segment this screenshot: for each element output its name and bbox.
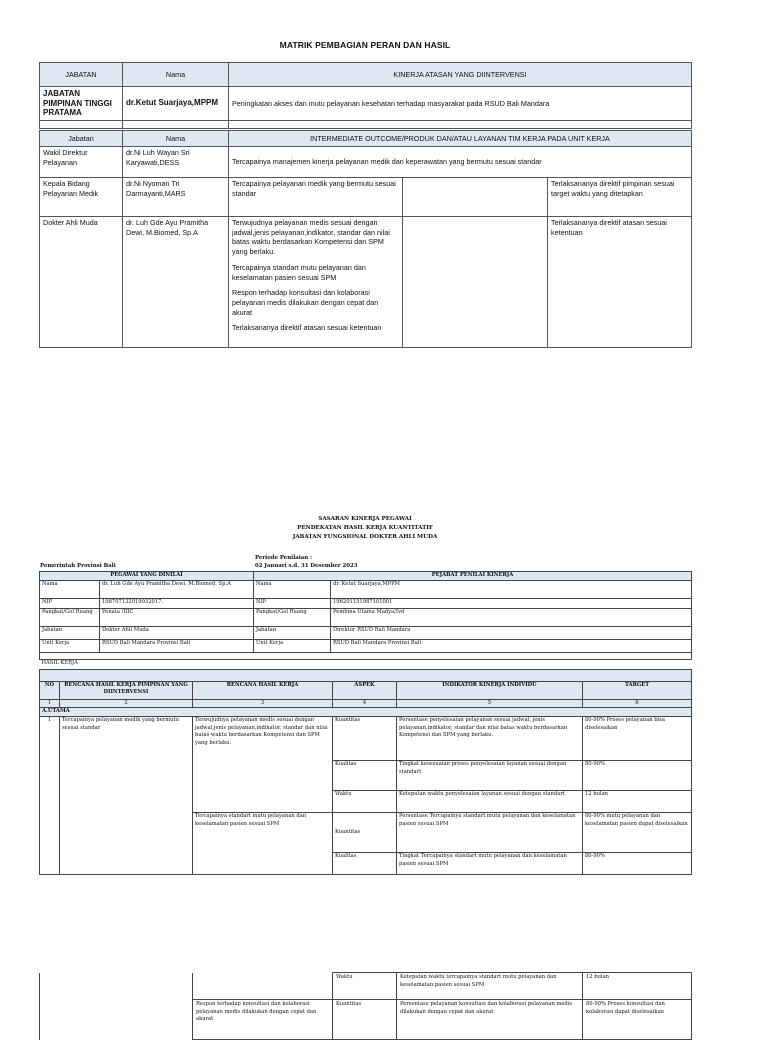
target-cell: 80-90% Proses pelayanan bisa diselesaikan xyxy=(583,717,692,761)
value-nip-pegawai: 198707132019032017. xyxy=(100,598,254,608)
aspek-cell: Kualitas xyxy=(333,761,397,791)
cell-outcome-kabid-b: Terlaksananya direktif pimpinan sesuai target waktu yang ditetapkan xyxy=(548,178,692,217)
hasil-kerja-label: HASIL KERJA xyxy=(40,660,692,669)
col-header-rhk: RENCANA HASIL KERJA xyxy=(193,681,333,699)
indikator-cell: Persentase pelayanan konsultasi dan kolaborasi pelayanan medis dilakukan dengan cepat dan akurat xyxy=(397,1000,583,1040)
label-unit-kerja-pejabat: Unit Kerja xyxy=(254,639,331,652)
document-title: MATRIK PEMBAGIAN PERAN DAN HASIL xyxy=(279,40,451,50)
col-header-indikator: INDIKATOR KINERJA INDIVIDU xyxy=(397,681,583,699)
value-pangkat-pegawai: Penata /IIIC xyxy=(100,608,254,626)
item-rhk-pimpinan: Tercapainya pelayanan medik yang bermutu sesuai standar xyxy=(60,717,193,875)
outcome-item: Terwujudnya pelayanan medis sesuai dengan jadwal,jenis pelayanan,indikator, standar dan nilai batas waktu berdasarkan Kompetensi dan SPM yang berlaku. xyxy=(232,218,390,257)
outcome-item: Tercapainya standart mutu pelayanan dan keselamatan pasien sesuai SPM xyxy=(232,262,366,282)
value-nama-pegawai: dr. Luh Gde Ayu Pramitha Dewi, M.Biomed, Sp.A xyxy=(100,580,254,598)
cell-outcome-wadir: Tercapainya manajemen kinerja pelayanan medik dan keperawatan yang bermutu sesuai standar xyxy=(229,147,692,178)
value-unit-kerja-pejabat: RSUD Bali Mandara Provinsi Bali xyxy=(331,639,692,652)
instansi: Pemerintah Provinsi Bali xyxy=(40,563,116,569)
aspek-cell: Waktu xyxy=(333,973,397,1000)
cell-jabatan-dokter: Dokter Ahli Muda xyxy=(40,217,123,348)
pegawai-dinilai-header: PEGAWAI YANG DINILAI xyxy=(40,572,254,581)
target-cell: 80-90% Proses konsultasi dan kolaborasi dapat diselesaikan xyxy=(583,1000,692,1040)
value-nama-pejabat: dr. Ketut Suarjaya,MPPM xyxy=(331,580,692,598)
target-cell: 80-90% mutu pelayanan dan keselamatan pasien dapat diselesaikan xyxy=(583,813,692,853)
skp-subtitle: PENDEKATAN HASIL KERJA KUANTITATIF xyxy=(297,525,433,531)
col-num-6: 6 xyxy=(583,699,692,708)
aspek-cell: Kuantitas xyxy=(333,717,397,761)
label-nip-pejabat: NIP xyxy=(254,598,331,608)
header-jabatan: JABATAN xyxy=(40,63,123,87)
indikator-cell: Tingkat Tercapainya standart mutu pelayanan dan keselamatan pasien sesuai SPM xyxy=(397,853,583,875)
col-num-2: 2 xyxy=(60,699,193,708)
pejabat-penilai-header: PEJABAT PENILAI KINERJA xyxy=(254,572,692,581)
cell-outcome-dokter-a xyxy=(229,217,403,348)
label-pangkat: Pangkat/Gol Ruang xyxy=(40,608,100,626)
item-rhk-3: Respon terhadap konsultasi dan kolaborasi pelayanan medis dilakukan dengan cepat dan akurat xyxy=(193,1000,333,1040)
value-pangkat-pejabat: Pembina Utama Madya/Ivd xyxy=(331,608,692,626)
value-jabatan-pejabat: Direktur RSUD Bali Mandara xyxy=(331,626,692,639)
periode-value: 02 Januari s.d. 31 Desember 2023 xyxy=(255,563,358,569)
indikator-cell: Persentase Tercapainya standart mutu pelayanan dan keselamatan pasien sesuai SPM xyxy=(397,813,583,853)
col-num-3: 3 xyxy=(193,699,333,708)
cell-jabatan-jpt: JABATAN PIMPINAN TINGGI PRATAMA xyxy=(40,87,123,121)
section-utama: A.UTAMA xyxy=(40,708,692,717)
header-intermediate-outcome: INTERMEDIATE OUTCOME/PRODUK DAN/ATAU LAYANAN TIM KERJA PADA UNIT KERJA xyxy=(229,131,692,147)
matrix-top-table xyxy=(39,62,692,129)
col-header-aspek: ASPEK xyxy=(333,681,397,699)
cell-jabatan-wadir: Wakil Direktur Pelayanan xyxy=(40,147,123,178)
indikator-cell: Ketepatan waktu tercapainya standart mutu pelayanan dan keselamatan pasien sesuai SPM xyxy=(397,973,583,1000)
outcome-item: Respon terhadap konsultasi dan kolaborasi pelayanan medis dilakukan dengan cepat dan akurat xyxy=(232,288,379,317)
header-nama: Nama xyxy=(123,63,229,87)
col-num-1: 1 xyxy=(40,699,60,708)
aspek-cell: Kualitas xyxy=(333,853,397,875)
label-nama: Nama xyxy=(40,580,100,598)
target-cell: 80-90% xyxy=(583,761,692,791)
label-jabatan-pejabat: Jabatan xyxy=(254,626,331,639)
indikator-cell: Tingkat kesesuaian proses penyelesaian layanan sesuai dengan standart xyxy=(397,761,583,791)
target-cell: 80-90% xyxy=(583,853,692,875)
header-kinerja-atasan: KINERJA ATASAN YANG DIINTERVENSI xyxy=(229,63,692,87)
target-cell: 12 bulan xyxy=(583,973,692,1000)
label-unit-kerja: Unit Kerja xyxy=(40,639,100,652)
col-num-5: 5 xyxy=(397,699,583,708)
cell-jabatan-kabid: Kepala Bidang Pelayanan Medik xyxy=(40,178,123,217)
header-jabatan-2: Jabatan xyxy=(40,131,123,147)
cell-nama-dokter: dr. Luh Gde Ayu Pramitha Dewi, M.Biomed, Sp.A xyxy=(123,217,229,348)
value-nip-pejabat: 196201151987101001 xyxy=(331,598,692,608)
item-rhk-1: Terwujudnya pelayanan medis sesuai dengan jadwal,jenis pelayanan,indikator, standar dan nilai batas waktu berdasarkan Kompetensi dan SPM yang berlaku. xyxy=(193,717,333,813)
skp-title: SASARAN KINERJA PEGAWAI xyxy=(318,516,412,522)
cell-outcome-kabid-a: Tercapainya pelayanan medik yang bermutu sesuai standar xyxy=(229,178,403,217)
value-jabatan-pegawai: Dokter Ahli Muda xyxy=(100,626,254,639)
cell-nama-kabid: dr.Ni Nyoman Tri Darmayanti,MARS xyxy=(123,178,229,217)
col-header-no: NO xyxy=(40,681,60,699)
item-no: 1 xyxy=(40,717,60,875)
label-jabatan: Jabatan xyxy=(40,626,100,639)
cell-nama-wadir: dr.Ni Luh Wayan Sri Karyawati,DESS xyxy=(123,147,229,178)
value-unit-kerja-pegawai: RSUD Bali Mandara Provinsi Bali xyxy=(100,639,254,652)
label-nama-pejabat: Nama xyxy=(254,580,331,598)
indikator-cell: Ketepatan waktu penyelesaian layanan sesuai dengan standart xyxy=(397,791,583,813)
cell-outcome-dokter-b: Terlaksananya direktif atasan sesuai ketentuan xyxy=(548,217,692,348)
hasil-kerja-table xyxy=(39,660,692,875)
aspek-cell: Kuantitas xyxy=(333,1000,397,1040)
aspek-cell: Kuantitas xyxy=(333,813,397,853)
label-pangkat-pejabat: Pangkat/Gol Ruang xyxy=(254,608,331,626)
col-header-rhk-pimpinan: RENCANA HASIL KERJA PIMPINAN YANG DIINTERVENSI xyxy=(60,681,193,699)
aspek-cell: Waktu xyxy=(333,791,397,813)
indikator-cell: Persentase penyelesaian pelayanan sesuai jadwal, jenis pelayanan,indikator, standar dan nilai batas waktu berdasarkan Kompetensi dan SPM yang berlaku. xyxy=(397,717,583,761)
hasil-kerja-table-continued xyxy=(39,972,692,1040)
item-rhk-2: Tercapainya standart mutu pelayanan dan keselamatan pasien sesuai SPM xyxy=(193,813,333,875)
matrix-bottom-table xyxy=(39,130,692,348)
skp-identity-table xyxy=(39,571,692,660)
outcome-item: Terlaksananya direktif atasan sesuai ketentuan xyxy=(232,323,382,333)
target-cell: 12 bulan xyxy=(583,791,692,813)
header-nama-2: Nama xyxy=(123,131,229,147)
periode-label: Periode Penilaian : xyxy=(255,555,313,561)
skp-subtitle-2: JABATAN FUNGSIONAL DOKTER AHLI MUDA xyxy=(292,534,438,540)
cell-nama-direktur: dr.Ketut Suarjaya,MPPM xyxy=(123,87,229,121)
label-nip: NIP xyxy=(40,598,100,608)
col-header-target: TARGET xyxy=(583,681,692,699)
col-num-4: 4 xyxy=(333,699,397,708)
cell-kinerja-atasan: Peningkatan akses dan mutu pelayanan kesehatan terhadap masyarakat pada RSUD Bali Mandara xyxy=(229,87,692,121)
